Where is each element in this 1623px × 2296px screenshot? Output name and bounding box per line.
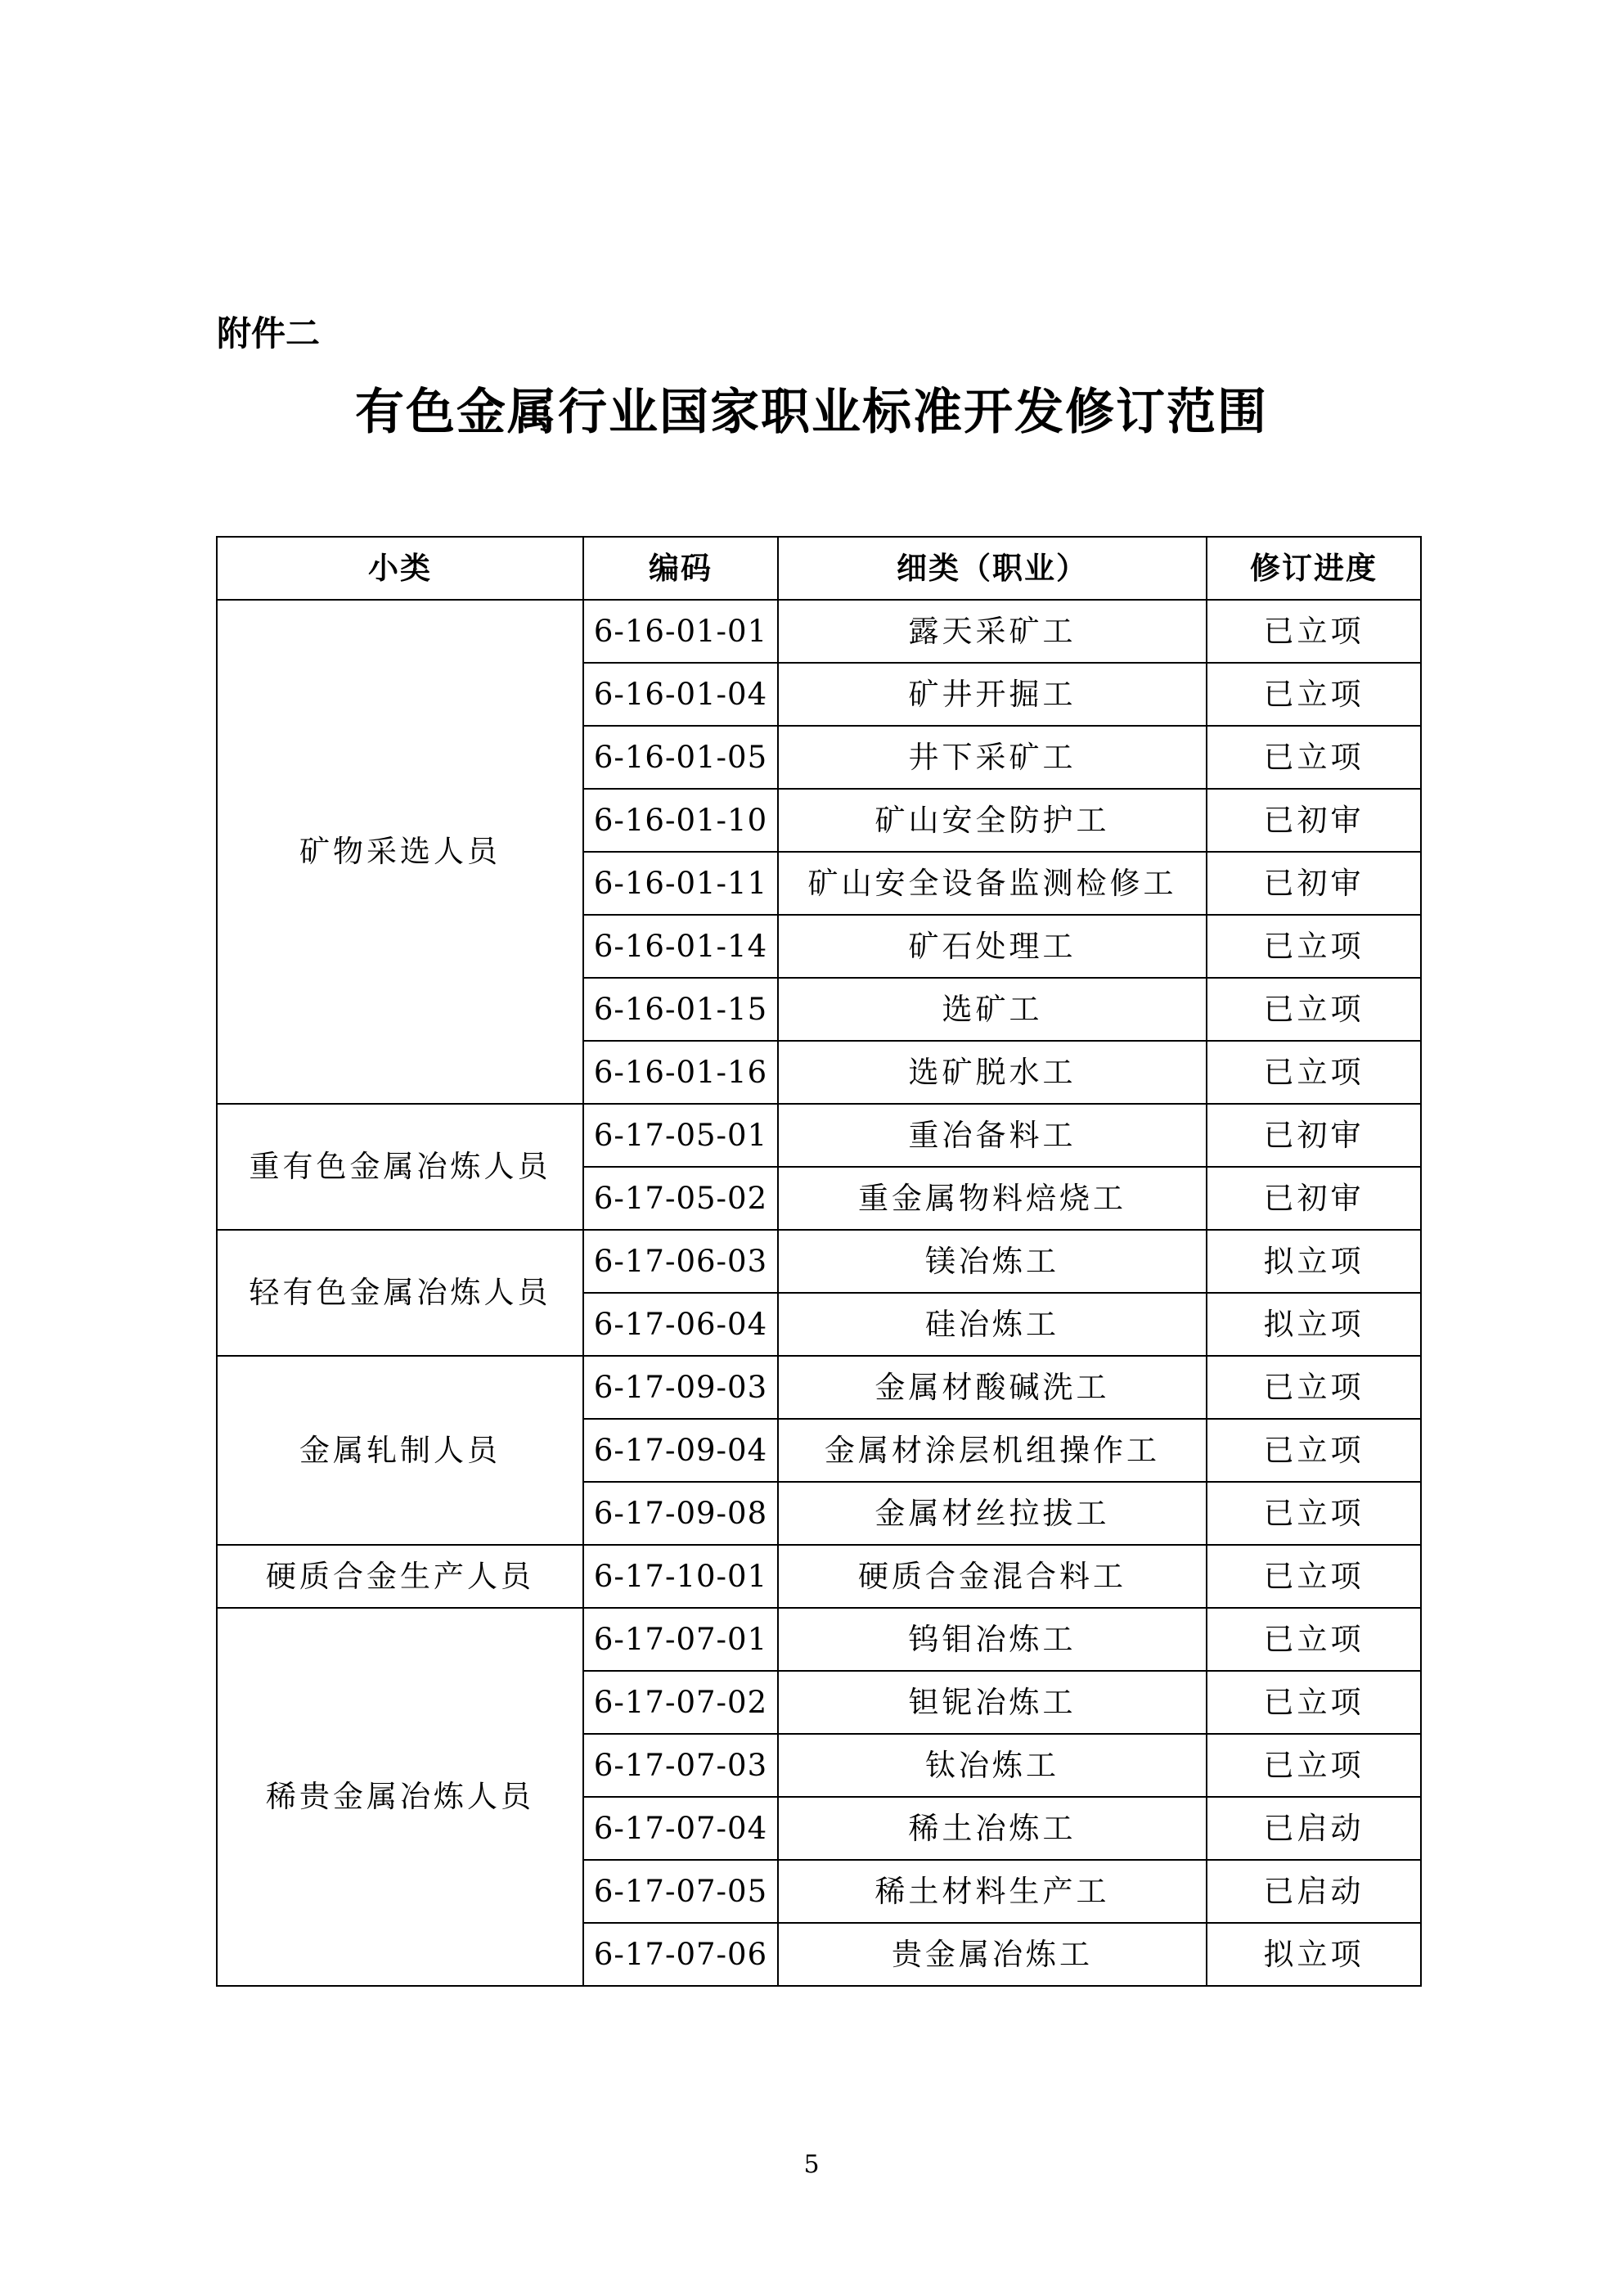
table-body	[217, 600, 1421, 1986]
occupation-scope-table	[216, 536, 1422, 1987]
code-cell: 6-17-05-01	[583, 1104, 778, 1167]
code-cell: 6-17-06-03	[583, 1230, 778, 1293]
table-row	[217, 1608, 1421, 1671]
occupation-cell: 钛冶炼工	[778, 1734, 1207, 1797]
header-occupation: 细类（职业）	[778, 537, 1207, 600]
code-cell: 6-17-09-04	[583, 1419, 778, 1482]
table-row	[217, 1230, 1421, 1293]
code-cell: 6-17-07-05	[583, 1860, 778, 1923]
progress-cell: 已启动	[1207, 1860, 1421, 1923]
code-cell: 6-16-01-10	[583, 789, 778, 852]
occupation-cell: 硬质合金混合料工	[778, 1545, 1207, 1608]
code-cell: 6-16-01-14	[583, 915, 778, 978]
header-code: 编码	[583, 537, 778, 600]
progress-cell: 已立项	[1207, 915, 1421, 978]
progress-cell: 已立项	[1207, 1482, 1421, 1545]
occupation-cell: 矿山安全设备监测检修工	[778, 852, 1207, 915]
progress-cell: 已立项	[1207, 726, 1421, 789]
category-cell: 轻有色金属冶炼人员	[217, 1230, 583, 1356]
occupation-cell: 钽铌冶炼工	[778, 1671, 1207, 1734]
occupation-cell: 稀土材料生产工	[778, 1860, 1207, 1923]
code-cell: 6-17-09-08	[583, 1482, 778, 1545]
progress-cell: 拟立项	[1207, 1230, 1421, 1293]
occupation-cell: 金属材酸碱洗工	[778, 1356, 1207, 1419]
progress-cell: 拟立项	[1207, 1923, 1421, 1986]
code-cell: 6-16-01-11	[583, 852, 778, 915]
occupation-cell: 钨钼冶炼工	[778, 1608, 1207, 1671]
progress-cell: 已立项	[1207, 663, 1421, 726]
progress-cell: 已立项	[1207, 1608, 1421, 1671]
document-title: 有色金属行业国家职业标准开发修订范围	[355, 384, 1268, 441]
progress-cell: 已立项	[1207, 1734, 1421, 1797]
page-number: 5	[803, 2150, 820, 2179]
code-cell: 6-16-01-15	[583, 978, 778, 1041]
occupation-cell: 矿山安全防护工	[778, 789, 1207, 852]
code-cell: 6-17-07-04	[583, 1797, 778, 1860]
progress-cell: 已初审	[1207, 1167, 1421, 1230]
table-header-row	[217, 537, 1421, 600]
code-cell: 6-17-07-02	[583, 1671, 778, 1734]
progress-cell: 已立项	[1207, 978, 1421, 1041]
occupation-cell: 硅冶炼工	[778, 1293, 1207, 1356]
progress-cell: 拟立项	[1207, 1293, 1421, 1356]
progress-cell: 已立项	[1207, 1041, 1421, 1104]
occupation-cell: 贵金属冶炼工	[778, 1923, 1207, 1986]
code-cell: 6-17-07-06	[583, 1923, 778, 1986]
attachment-label: 附件二	[217, 313, 321, 353]
table-row	[217, 1545, 1421, 1608]
table-row	[217, 600, 1421, 663]
code-cell: 6-16-01-05	[583, 726, 778, 789]
progress-cell: 已立项	[1207, 600, 1421, 663]
progress-cell: 已立项	[1207, 1545, 1421, 1608]
occupation-cell: 金属材涂层机组操作工	[778, 1419, 1207, 1482]
progress-cell: 已初审	[1207, 1104, 1421, 1167]
code-cell: 6-17-05-02	[583, 1167, 778, 1230]
occupation-cell: 重金属物料焙烧工	[778, 1167, 1207, 1230]
occupation-cell: 镁冶炼工	[778, 1230, 1207, 1293]
category-cell: 矿物采选人员	[217, 600, 583, 1104]
occupation-cell: 矿井开掘工	[778, 663, 1207, 726]
progress-cell: 已立项	[1207, 1671, 1421, 1734]
category-cell: 金属轧制人员	[217, 1356, 583, 1545]
category-cell: 硬质合金生产人员	[217, 1545, 583, 1608]
progress-cell: 已立项	[1207, 1419, 1421, 1482]
occupation-cell: 选矿脱水工	[778, 1041, 1207, 1104]
header-progress: 修订进度	[1207, 537, 1421, 600]
progress-cell: 已启动	[1207, 1797, 1421, 1860]
table-row	[217, 1356, 1421, 1419]
occupation-cell: 金属材丝拉拔工	[778, 1482, 1207, 1545]
occupation-cell: 露天采矿工	[778, 600, 1207, 663]
progress-cell: 已立项	[1207, 1356, 1421, 1419]
category-cell: 稀贵金属冶炼人员	[217, 1608, 583, 1986]
occupation-cell: 选矿工	[778, 978, 1207, 1041]
header-category: 小类	[217, 537, 583, 600]
code-cell: 6-16-01-04	[583, 663, 778, 726]
code-cell: 6-17-10-01	[583, 1545, 778, 1608]
code-cell: 6-16-01-01	[583, 600, 778, 663]
table-row	[217, 1104, 1421, 1167]
occupation-cell: 井下采矿工	[778, 726, 1207, 789]
code-cell: 6-17-09-03	[583, 1356, 778, 1419]
code-cell: 6-16-01-16	[583, 1041, 778, 1104]
occupation-cell: 矿石处理工	[778, 915, 1207, 978]
code-cell: 6-17-07-03	[583, 1734, 778, 1797]
occupation-cell: 稀土冶炼工	[778, 1797, 1207, 1860]
code-cell: 6-17-07-01	[583, 1608, 778, 1671]
code-cell: 6-17-06-04	[583, 1293, 778, 1356]
progress-cell: 已初审	[1207, 852, 1421, 915]
occupation-cell: 重冶备料工	[778, 1104, 1207, 1167]
progress-cell: 已初审	[1207, 789, 1421, 852]
category-cell: 重有色金属冶炼人员	[217, 1104, 583, 1230]
